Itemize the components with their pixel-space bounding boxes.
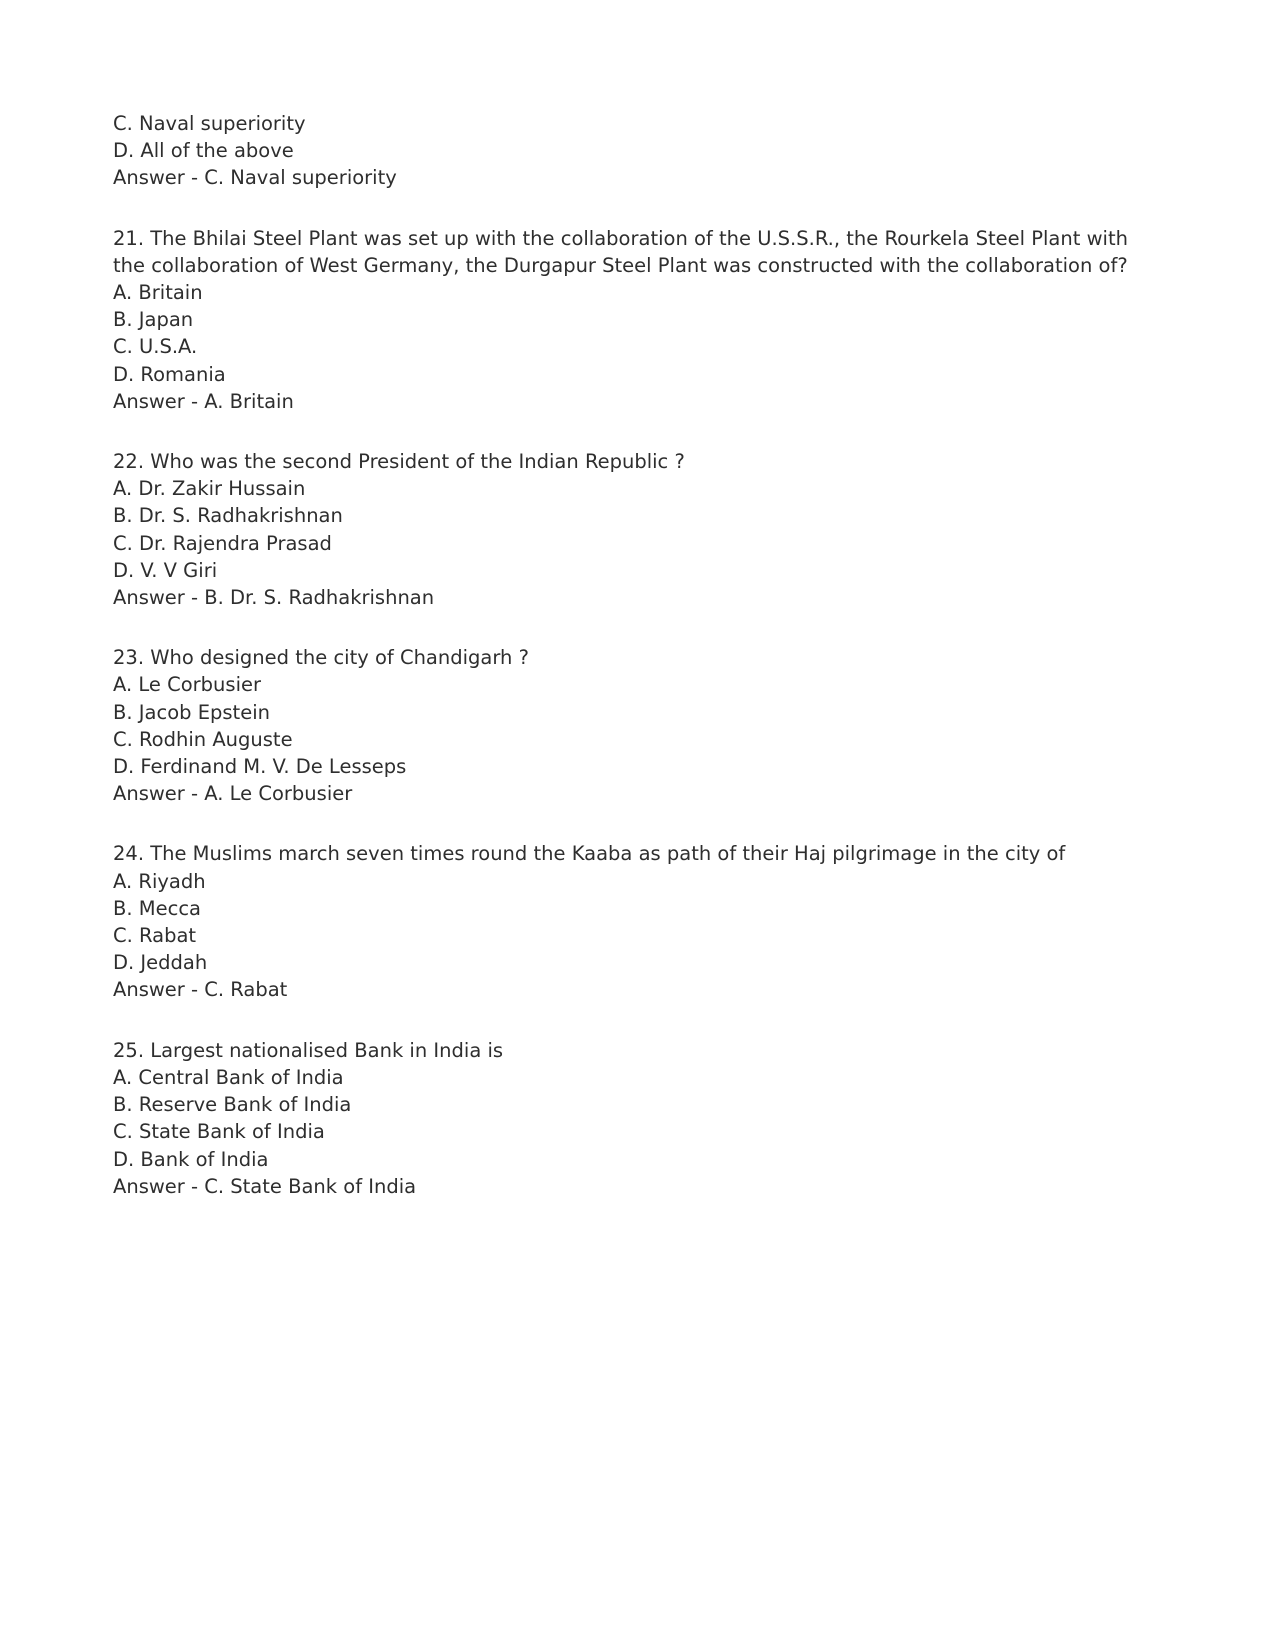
option: A. Britain: [113, 281, 203, 305]
question-text: 21. The Bhilai Steel Plant was set up with the collaboration of the U.S.S.R., the Rourkela Steel Plant with the collaboration of West Germany, the Durgapur Steel Plant was constructed with the collaboration of?: [113, 226, 1135, 277]
question-text: 24. The Muslims march seven times round the Kaaba as path of their Haj pilgrimage in the city of: [113, 842, 1066, 866]
answer: Answer - C. State Bank of India: [113, 1174, 417, 1198]
option: A. Le Corbusier: [113, 673, 262, 697]
question-22: [113, 448, 1163, 611]
option: B. Jacob Epstein: [113, 700, 270, 724]
option: C. U.S.A.: [113, 335, 198, 359]
option: C. Dr. Rajendra Prasad: [113, 531, 332, 555]
option: D. Romania: [113, 362, 226, 386]
option: D. V. V Giri: [113, 558, 218, 582]
option: A. Central Bank of India: [113, 1065, 344, 1089]
option: D. Ferdinand M. V. De Lesseps: [113, 755, 407, 779]
option: D. Bank of India: [113, 1147, 269, 1171]
question-text: 23. Who designed the city of Chandigarh ?: [113, 646, 529, 670]
question-23: [113, 644, 1163, 807]
document-page: [113, 110, 1163, 1233]
option: B. Japan: [113, 308, 194, 332]
answer: Answer - C. Rabat: [113, 978, 288, 1002]
question-24: [113, 840, 1163, 1003]
option: D. Jeddah: [113, 951, 208, 975]
question-text: 22. Who was the second President of the Indian Republic ?: [113, 450, 685, 474]
option: A. Riyadh: [113, 869, 206, 893]
question-fragment: [113, 110, 1163, 192]
question-21: [113, 225, 1163, 415]
option: C. Rodhin Auguste: [113, 727, 293, 751]
question-text: 25. Largest nationalised Bank in India is: [113, 1038, 504, 1062]
option: B. Reserve Bank of India: [113, 1093, 352, 1117]
option: A. Dr. Zakir Hussain: [113, 477, 306, 501]
option: B. Dr. S. Radhakrishnan: [113, 504, 343, 528]
option: D. All of the above: [113, 139, 294, 163]
option: C. Rabat: [113, 924, 197, 948]
option: C. State Bank of India: [113, 1120, 325, 1144]
answer: Answer - A. Britain: [113, 389, 294, 413]
answer: Answer - C. Naval superiority: [113, 166, 397, 190]
option: C. Naval superiority: [113, 112, 306, 135]
option: B. Mecca: [113, 896, 201, 920]
answer: Answer - B. Dr. S. Radhakrishnan: [113, 586, 435, 610]
answer: Answer - A. Le Corbusier: [113, 782, 353, 806]
question-25: [113, 1037, 1163, 1200]
